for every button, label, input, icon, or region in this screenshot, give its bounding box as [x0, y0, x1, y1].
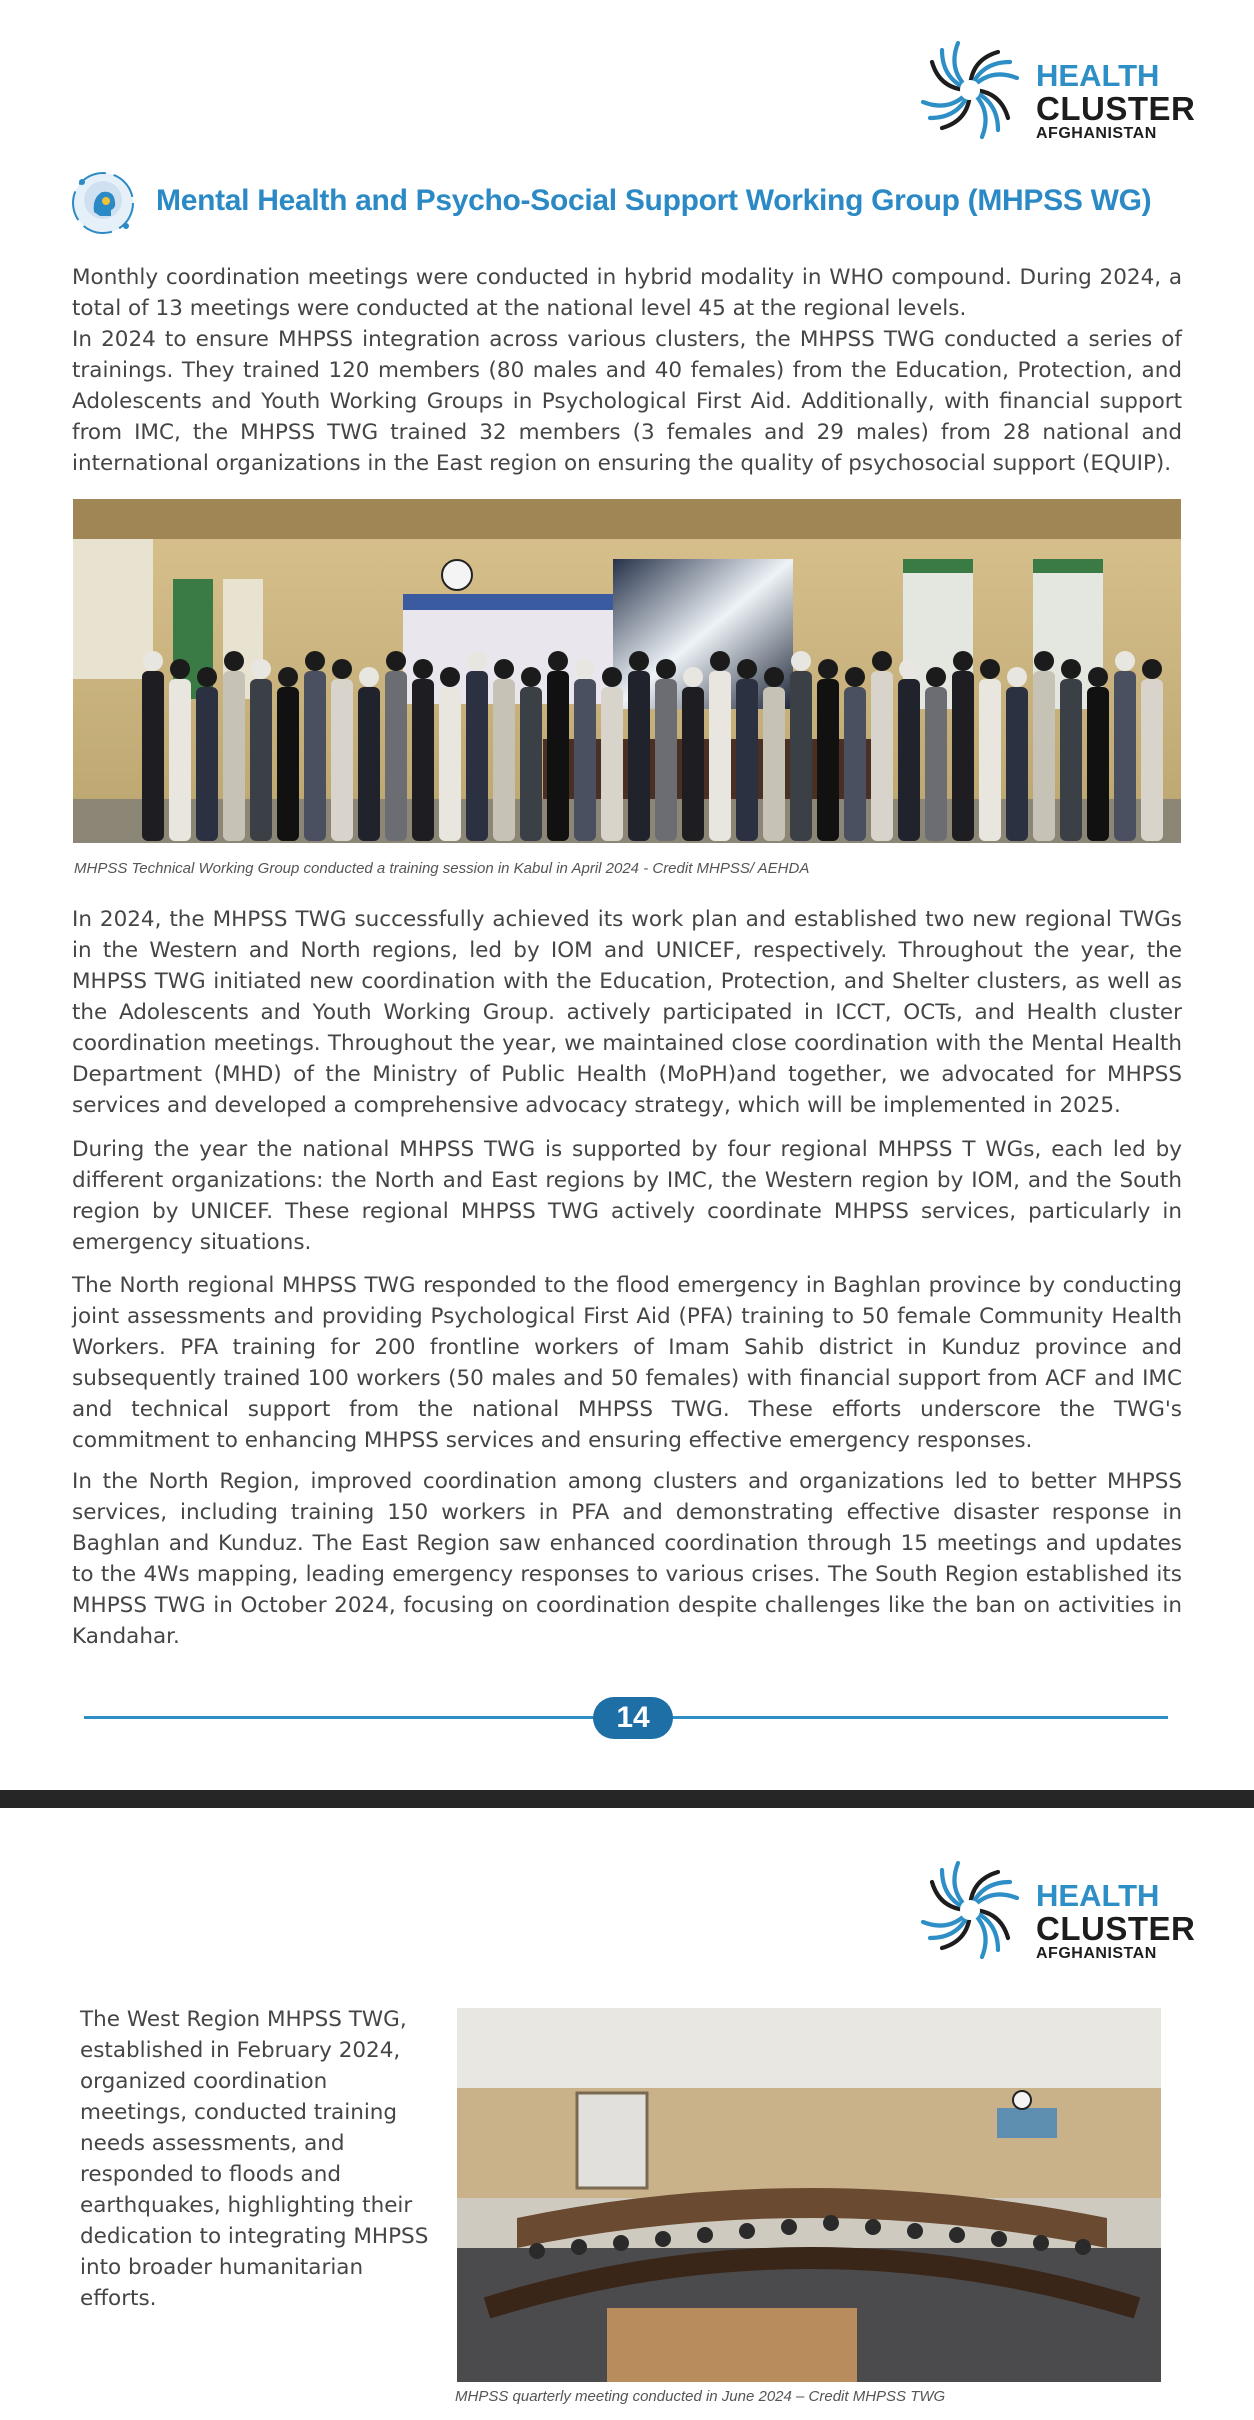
logo-text-cluster: CLUSTER — [1036, 1910, 1196, 1947]
photo-caption: MHPSS Technical Working Group conducted a training session in Kabul in April 2024 - Credit MHPSS/ AEHDA — [74, 860, 810, 877]
logo-text-afghanistan: AFGHANISTAN — [1036, 125, 1157, 142]
logo-text-health: HEALTH — [1036, 58, 1160, 93]
group-photo-illustration — [73, 499, 1181, 843]
intro-paragraph-2: In 2024 to ensure MHPSS integration across various clusters, the MHPSS TWG conducted a series of trainings. They trained 120 members (80 males and 40 females) from the Education, Protection, and Adolescents and Youth Working Groups in Psychological First Aid. Additionally, with financial support from IMC, the MHPSS TWG trained 32 members (3 females and 29 males) from 28 national and international organizations in the East region on ensuring the quality of psychosocial support (EQUIP). — [72, 327, 1182, 476]
meeting-room-photo — [457, 2008, 1161, 2382]
page-separator — [0, 1790, 1254, 1808]
section-title: Mental Health and Psycho-Social Support Working Group (MHPSS WG) — [156, 184, 1152, 217]
body-paragraph-4: In the North Region, improved coordination among clusters and organizations led to better MHPSS services, including training 150 workers in PFA and demonstrating effective disaster response in Baghlan and Kunduz. The East Region saw enhanced coordination through 15 meetings and updates to the 4Ws mapping, leading emergency responses to various crises. The South Region established its MHPSS TWG in October 2024, focusing on coordination despite challenges like the ban on activities in Kandahar. — [72, 1469, 1182, 1649]
health-cluster-logo — [910, 30, 1196, 150]
photo-caption: MHPSS quarterly meeting conducted in June 2024 – Credit MHPSS TWG — [455, 2388, 946, 2405]
mental-health-icon — [70, 170, 136, 236]
footer-rule-left — [84, 1716, 598, 1719]
page-number-badge: 14 — [593, 1697, 673, 1739]
body-paragraph-2: During the year the national MHPSS TWG is supported by four regional MHPSS T WGs, each led by different organizations: the North and East regions by IMC, the Western region by IOM, and the South region by UNICEF. These regional MHPSS TWG actively coordinate MHPSS services, particularly in emergency situations. — [72, 1137, 1182, 1255]
body-paragraph-3: The North regional MHPSS TWG responded to the flood emergency in Baghlan province by conducting joint assessments and providing Psychological First Aid (PFA) training to 50 female Community Health Workers. PFA training for 200 frontline workers of Imam Sahib district in Kunduz province and subsequently trained 100 workers (50 males and 50 females) with financial support from ACF and IMC and technical support from the national MHPSS TWG. These efforts underscore the TWG's commitment to enhancing MHPSS services and ensuring effective emergency responses. — [72, 1273, 1182, 1453]
logo-text-afghanistan: AFGHANISTAN — [1036, 1945, 1157, 1962]
report-page-15 — [0, 1808, 1254, 2420]
footer-rule-right — [668, 1716, 1168, 1719]
body-paragraph-1: In 2024, the MHPSS TWG successfully achieved its work plan and established two new regional TWGs in the Western and North regions, led by IOM and UNICEF, respectively. Throughout the year, the MHPSS TWG initiated new coordination with the Education, Protection, and Shelter clusters, as well as the Adolescents and Youth Working Group. actively participated in ICCT, OCTs, and Health cluster coordination meetings. Throughout the year, we maintained close coordination with the Mental Health Department (MHD) of the Ministry of Public Health (MoPH)and together, we advocated for MHPSS services and developed a comprehensive advocacy strategy, which will be implemented in 2025. — [72, 907, 1182, 1118]
health-cluster-logo — [910, 1850, 1196, 1970]
west-region-paragraph: The West Region MHPSS TWG, established in February 2024, organized coordination meetings, conducted training needs assessments, and responded to floods and earthquakes, highlighting their dedication to integrating MHPSS into broader humanitarian efforts. — [80, 2007, 429, 2311]
intro-paragraph-1: Monthly coordination meetings were conducted in hybrid modality in WHO compound. During 2024, a total of 13 meetings were conducted at the national level 45 at the regional levels. — [72, 265, 1182, 321]
swirl-logo-icon — [910, 1850, 1030, 1970]
logo-text-cluster: CLUSTER — [1036, 90, 1196, 127]
swirl-logo-icon — [910, 30, 1030, 150]
logo-text-health: HEALTH — [1036, 1878, 1160, 1913]
meeting-photo-illustration — [457, 2008, 1161, 2382]
training-group-photo — [73, 499, 1181, 843]
